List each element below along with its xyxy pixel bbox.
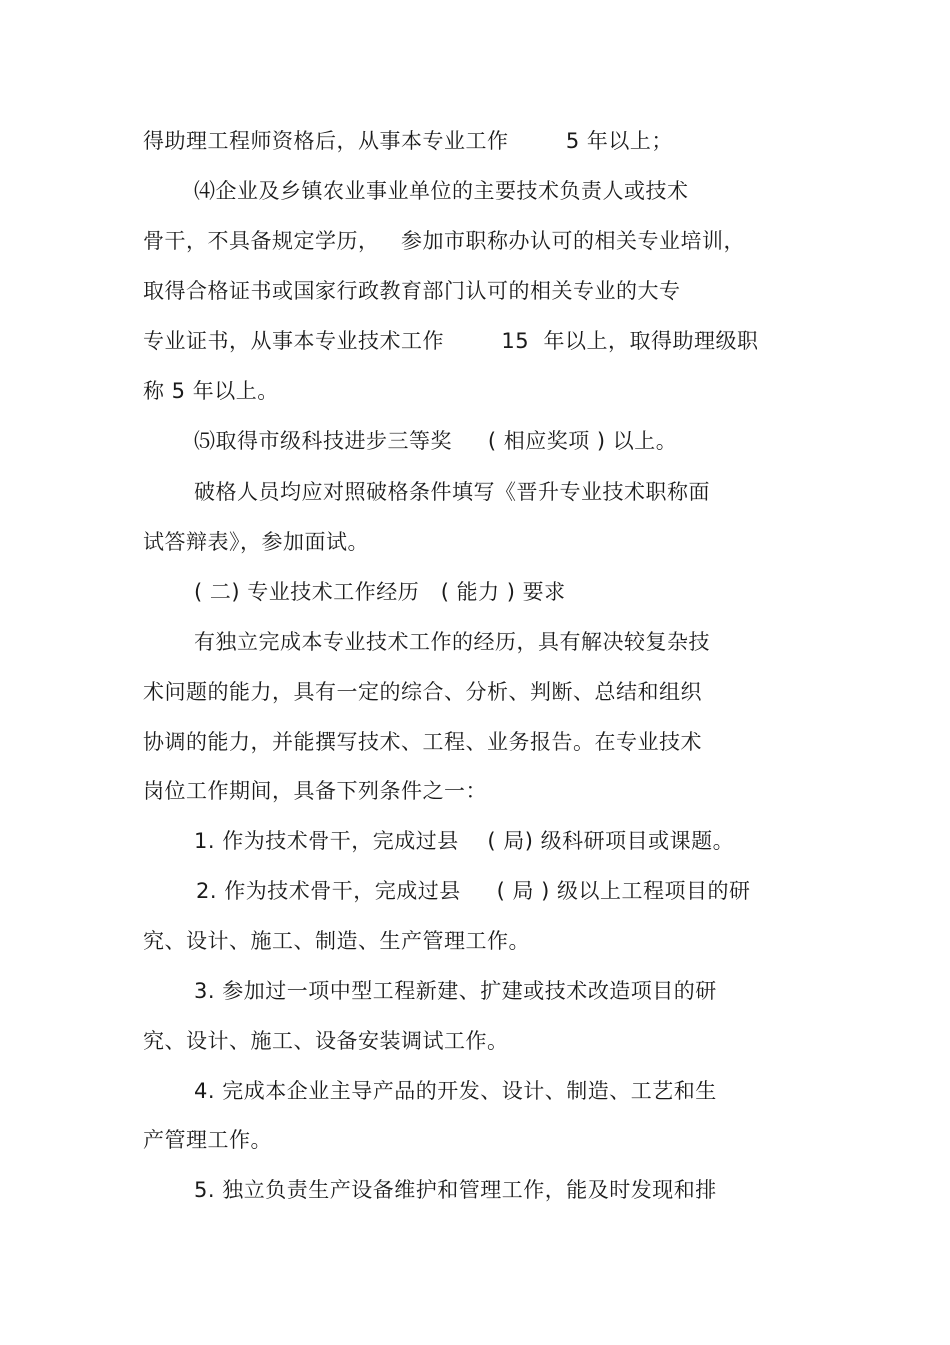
section-heading: ( 二) 专业技术工作经历 ( 能力 ) 要求: [194, 580, 566, 604]
list-item: 1. 作为技术骨干，完成过县 ( 局) 级科研项目或课题。: [194, 829, 735, 853]
text-line: 究、设计、施工、设备安装调试工作。: [143, 1029, 509, 1053]
text-line: 得助理工程师资格后，从事本专业工作 5 年以上；: [143, 129, 673, 153]
text-line: 有独立完成本专业技术工作的经历，具有解决较复杂技: [194, 630, 710, 654]
list-item: 4. 完成本企业主导产品的开发、设计、制造、工艺和生: [194, 1079, 717, 1103]
list-item: 5. 独立负责生产设备维护和管理工作，能及时发现和排: [194, 1178, 717, 1202]
text-line: 破格人员均应对照破格条件填写《晋升专业技术职称面: [194, 480, 710, 504]
text-line: 取得合格证书或国家行政教育部门认可的相关专业的大专: [143, 279, 681, 303]
text-line: 骨干，不具备规定学历， 参加市职称办认可的相关专业培训，: [143, 229, 746, 253]
text-line: 专业证书，从事本专业技术工作 15 年以上，取得助理级职: [143, 329, 759, 353]
text-line: 产管理工作。: [143, 1128, 272, 1152]
text-line: 试答辩表》，参加面试。: [143, 530, 369, 554]
text-line: ⑷企业及乡镇农业事业单位的主要技术负责人或技术: [194, 179, 689, 203]
text-line: ⑸取得市级科技进步三等奖 ( 相应奖项 ) 以上。: [194, 429, 678, 453]
list-item: 3. 参加过一项中型工程新建、扩建或技术改造项目的研: [194, 979, 717, 1003]
text-line: 岗位工作期间，具备下列条件之一：: [143, 779, 487, 803]
list-item: 2. 作为技术骨干，完成过县 ( 局 ) 级以上工程项目的研: [196, 879, 751, 903]
text-line: 术问题的能力，具有一定的综合、分析、判断、总结和组织: [143, 680, 702, 704]
text-line: 究、设计、施工、制造、生产管理工作。: [143, 929, 530, 953]
text-line: 称 5 年以上。: [143, 379, 279, 403]
text-line: 协调的能力，并能撰写技术、工程、业务报告。在专业技术: [143, 730, 702, 754]
